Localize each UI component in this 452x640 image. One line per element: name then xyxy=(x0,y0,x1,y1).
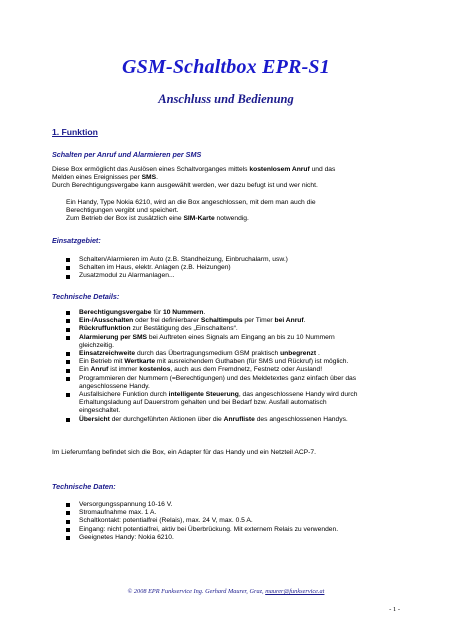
document-title: GSM-Schaltbox EPR-S1 xyxy=(122,56,330,78)
subheading-schalten: Schalten per Anruf und Alarmieren per SMS xyxy=(52,150,202,159)
list-item: Eingang: nicht potentialfrei, aktiv bei Überbrückung. Mit externem Relais zu verwenden. xyxy=(66,526,396,534)
details-list xyxy=(66,309,396,424)
intro-line-2: Melden eines Ereignisses per SMS. xyxy=(52,174,158,182)
einsatz-list xyxy=(66,256,396,281)
bullet-icon xyxy=(66,369,70,373)
list-item: Alarmierung per SMS bei Auftreten eines Signals am Eingang an bis zu 10 Nummern gleichzeitig. xyxy=(66,334,396,350)
bullet-icon xyxy=(66,418,70,422)
handy-line-2: Berechtigungen vergibt und speichert. xyxy=(66,207,179,215)
page-number: - 1 - xyxy=(389,606,400,613)
list-item: Schaltkontakt: potentialfrei (Relais), max. 24 V, max. 0.5 A. xyxy=(66,517,396,525)
bullet-icon xyxy=(66,275,70,279)
list-item: Stromaufnahme max. 1 A. xyxy=(66,509,396,517)
list-item: Rückruffunktion zur Bestätigung des „Einschaltens“. xyxy=(66,325,396,333)
bullet-icon xyxy=(66,503,70,507)
bullet-icon xyxy=(66,311,70,315)
heading-technische-details: Technische Details: xyxy=(52,292,120,301)
list-item: Versorgungsspannung 10-16 V. xyxy=(66,501,396,509)
list-item: Geeignetes Handy: Nokia 6210. xyxy=(66,534,396,542)
intro-line-1: Diese Box ermöglicht das Auslösen eines Schaltvorganges mittels kostenlosem Anruf und das xyxy=(52,166,336,173)
heading-einsatzgebiet: Einsatzgebiet: xyxy=(52,236,101,245)
footer-copyright: © 2008 EPR Funkservice Ing. Gerhard Maurer, Graz, xyxy=(127,588,266,595)
handy-line-3: Zum Betrieb der Box ist zusätzlich eine SIM-Karte notwendig. xyxy=(66,215,249,223)
list-item: Ein Anruf ist immer kostenlos, auch aus dem Fremdnetz, Festnetz oder Ausland! xyxy=(66,366,396,374)
bullet-icon xyxy=(66,393,70,397)
handy-paragraph xyxy=(66,199,406,224)
list-item: Berechtigungsvergabe für 10 Nummern. xyxy=(66,309,396,317)
bullet-icon xyxy=(66,528,70,532)
bullet-icon xyxy=(66,328,70,332)
list-item: Ein-/Ausschalten oder frei definierbarer Schaltimpuls per Timer bei Anruf. xyxy=(66,317,396,325)
section-heading-funktion: 1. Funktion xyxy=(52,127,98,137)
bullet-icon xyxy=(66,377,70,381)
bullet-icon xyxy=(66,352,70,356)
bullet-icon xyxy=(66,336,70,340)
bullet-icon xyxy=(66,520,70,524)
bullet-icon xyxy=(66,266,70,270)
list-item: Zusatzmodul zu Alarmanlagen... xyxy=(66,272,396,280)
intro-line-3: Durch Berechtigungsvergabe kann ausgewählt werden, wer dazu befugt ist und wer nicht. xyxy=(52,182,318,190)
bullet-icon xyxy=(66,360,70,364)
footer-email-link[interactable]: maurer@funkservice.at xyxy=(265,588,325,595)
list-item: Schalten im Haus, elektr. Anlagen (z.B. Heizungen) xyxy=(66,264,396,272)
document-subtitle: Anschluss und Bedienung xyxy=(158,92,294,106)
lieferumfang-text: Im Lieferumfang befindet sich die Box, ein Adapter für das Handy und ein Netzteil ACP-7. xyxy=(52,449,316,456)
bullet-icon xyxy=(66,511,70,515)
bullet-icon xyxy=(66,319,70,323)
heading-technische-daten: Technische Daten: xyxy=(52,482,116,491)
list-item: Ein Betrieb mit Wertkarte mit ausreichendem Guthaben (für SMS und Rückruf) ist möglich. xyxy=(66,358,396,366)
list-item: Schalten/Alarmieren im Auto (z.B. Standheizung, Einbruchalarm, usw.) xyxy=(66,256,396,264)
list-item: Übersicht der durchgeführten Aktionen über die Anrufliste des angeschlossenen Handys. xyxy=(66,416,396,424)
bullet-icon xyxy=(66,536,70,540)
handy-line-1: Ein Handy, Type Nokia 6210, wird an die Box angeschlossen, mit dem man auch die xyxy=(66,199,316,206)
list-item: Einsatzreichweite durch das Übertragungsmedium GSM praktisch unbegrenzt . xyxy=(66,350,396,358)
daten-list xyxy=(66,501,396,542)
list-item: Ausfallsichere Funktion durch intelligente Steuerung, das angeschlossene Handy wird durch Erhaltungsladung auf Dauerstrom gehalten und bei Bedarf bzw. Ausfall automatisch eingeschaltet. xyxy=(66,391,396,416)
footer xyxy=(0,588,452,595)
intro-paragraph xyxy=(52,166,412,191)
bullet-icon xyxy=(66,258,70,262)
list-item: Programmieren der Nummern (=Berechtigungen) und des Meldetextes ganz einfach über das angeschlossene Handy. xyxy=(66,375,396,391)
